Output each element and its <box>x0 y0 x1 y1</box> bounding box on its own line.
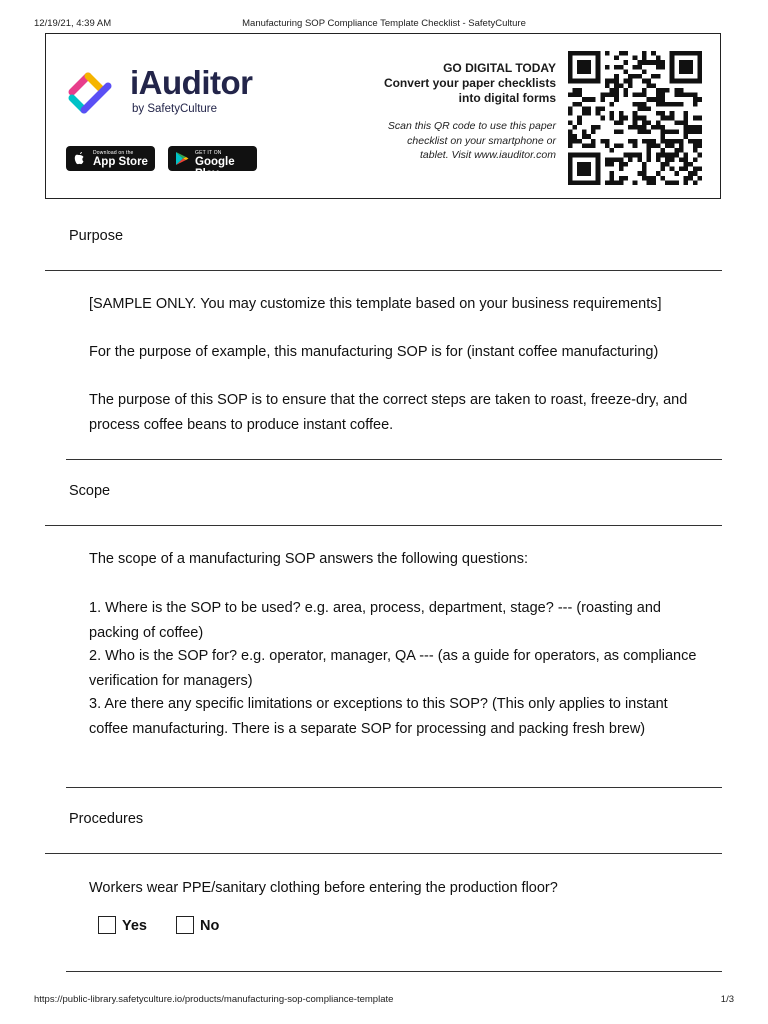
apple-icon <box>74 151 85 165</box>
print-date: 12/19/21, 4:39 AM <box>34 18 112 29</box>
google-play-badge[interactable] <box>168 146 257 180</box>
divider <box>45 270 722 271</box>
purpose-paragraph-2: For the purpose of example, this manufacturing SOP is for (instant coffee manufacturing) <box>89 344 659 360</box>
section-title-scope: Scope <box>69 483 111 499</box>
scope-question-2: 2. Who is the SOP for? e.g. operator, manager, QA --- (as a guide for operators, as compliance verification for managers) <box>89 648 697 689</box>
promo-heading: GO DIGITAL TODAY <box>443 61 556 75</box>
no-checkbox[interactable] <box>176 916 194 934</box>
google-play-icon <box>175 151 189 166</box>
section-title-procedures: Procedures <box>69 811 144 827</box>
divider <box>45 853 722 854</box>
iauditor-banner <box>45 33 721 199</box>
print-title: Manufacturing SOP Compliance Template Checklist - SafetyCulture <box>242 18 526 29</box>
print-url: https://public-library.safetyculture.io/products/manufacturing-sop-compliance-template <box>34 994 394 1005</box>
procedure-question: Workers wear PPE/sanitary clothing before entering the production floor? <box>89 880 558 896</box>
section-title-purpose: Purpose <box>69 228 124 244</box>
yes-checkbox[interactable] <box>98 916 116 934</box>
scope-question-3: 3. Are there any specific limitations or exceptions to this SOP? (This only applies to instant coffee manufacturing. There is a separate SOP for processing and packing fresh brew) <box>89 696 668 737</box>
purpose-paragraph-1: [SAMPLE ONLY. You may customize this template based on your business requirements] <box>89 296 662 312</box>
logo-name: iAuditor <box>130 64 253 101</box>
divider <box>66 787 722 788</box>
promo-subheading: Convert your paper checklists into digital forms <box>383 76 556 105</box>
app-store-label: App Store <box>93 156 148 168</box>
divider <box>66 971 722 972</box>
promo-note: Scan this QR code to use this paper checklist on your smartphone or tablet. Visit www.iauditor.com <box>387 120 556 161</box>
scope-question-1: 1. Where is the SOP to be used? e.g. area, process, department, stage? --- (roasting and packing of coffee) <box>89 600 661 641</box>
qr-code-icon[interactable] <box>568 51 702 185</box>
divider <box>45 525 722 526</box>
app-store-badge[interactable] <box>66 146 155 171</box>
logo-subtitle: by SafetyCulture <box>132 103 218 115</box>
google-play-label: Google Play <box>195 156 235 180</box>
iauditor-logo-icon <box>64 68 120 116</box>
purpose-paragraph-3: The purpose of this SOP is to ensure that the correct steps are taken to roast, freeze-dry, and process coffee beans to produce instant coffee. <box>89 392 688 433</box>
google-play-small-text: GET IT ON <box>195 150 222 156</box>
divider <box>66 459 722 460</box>
app-store-small-text: Download on the <box>93 150 134 156</box>
no-label: No <box>200 918 220 934</box>
yes-label: Yes <box>122 918 147 934</box>
scope-intro: The scope of a manufacturing SOP answers the following questions: <box>89 551 529 567</box>
print-page-number: 1/3 <box>720 994 734 1005</box>
